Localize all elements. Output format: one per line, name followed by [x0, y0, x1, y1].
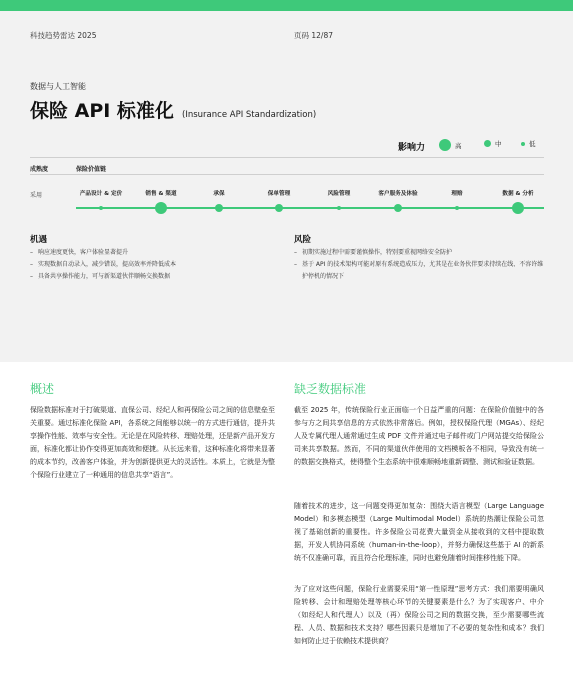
page-number: 页码 12/87	[294, 31, 333, 40]
impact-dot-low	[455, 206, 459, 210]
lack-paragraph-2: 随着技术的进步，这一问题变得更加复杂：围绕大语言模型（Large Language Model）和多模态模型（Large Multimodal Model）系统的热潮让保险公司忽视了基础创新的重要性。许多保险公司花费大量资金从接收到的文档中提取数据，开发人机协同系统（human-in-the-loop），并努力确保这些基于 AI 的新系统不仅准确可靠，而且符合伦理标准，同时也避免随着时间推移性能下降。	[294, 502, 544, 562]
legend-low-label: 低	[529, 140, 536, 148]
lack-standards-title: 缺乏数据标准	[294, 382, 367, 396]
low-impact-dot-icon	[521, 142, 525, 146]
impact-dot-medium	[275, 204, 283, 212]
lack-paragraph-3: 为了应对这些问题，保险行业需要采用“第一性原理”思考方式：我们需要明确风险转移、会计和理赔处理等核心环节的关键要素是什么？为了实现客户、中介（如经纪人和代理人）以及（再）保险公司之间的数据交换，至少需要哪些流程、人员、数据和技术支持？哪些因素只是增加了不必要的复杂性和成本？我们如何防止过于依赖技术提供商？	[294, 585, 544, 645]
impact-dot-medium	[215, 204, 223, 212]
title-main: 保险 API 标准化	[30, 100, 174, 122]
stage-label: 销售 & 渠道	[145, 191, 177, 197]
list-item: – 具备共享操作能力，可与新渠道伙伴顺畅交换数据	[30, 271, 280, 283]
list-item: – 响应速度更快，客户体验显著提升	[30, 247, 280, 259]
list-item: – 基于 API 的技术架构可能对原有系统造成压力，尤其是在业务伙伴要求持续在线、不容许维护停机的情况下	[294, 259, 549, 283]
legend-medium	[484, 139, 502, 148]
summary-panel	[0, 11, 573, 362]
impact-dot-medium	[394, 204, 402, 212]
impact-dot-high	[512, 202, 524, 214]
impact-dot-low	[99, 206, 103, 210]
adoption-row-label: 采用	[30, 192, 43, 199]
legend-high	[439, 139, 462, 151]
impact-legend-label: 影响力	[398, 143, 426, 153]
high-impact-dot-icon	[439, 139, 451, 151]
stage-label: 数据 & 分析	[502, 191, 534, 197]
legend-high-label: 高	[455, 141, 462, 150]
page-title	[30, 96, 316, 123]
lack-paragraph-1: 截至 2025 年，传统保险行业正面临一个日益严重的问题：在保险价值链中的各参与方之间共享信息的方式依然非常落后。例如，授权保险代理（MGAs）、经纪人及专属代理人通常通过生成 PDF 文件并通过电子邮件或门户网站提交给保险公司来共享数据。然而，不同的渠道伙伴使用的文档模板各不相同，导致没有统一的数据交换格式，使得整个生态系统中很难顺畅地重新调整、测试和验证数据。	[294, 406, 544, 466]
stage-label: 风险管理	[327, 191, 351, 197]
stage-label: 保单管理	[267, 191, 291, 197]
overview-title: 概述	[30, 382, 55, 396]
risks-list	[294, 247, 549, 283]
list-item: – 初期实施过程中需要谨慎操作，特别要重视网络安全防护	[294, 247, 549, 259]
overview-text: 保险数据标准对于打破渠道、直保公司、经纪人和再保险公司之间的信息壁垒至关重要。通过标准化保险 API，各系统之间能够以统一的方式进行通信，提升共享操作性能、效率与安全性。无论是在风险转移、理赔处理，还是新产品开发方面，标准化都让协作变得更加高效和便捷。从长远来看，这种标准化将带来显著的成本节约，改善客户体验，并为创新提供更大的灵活性。本质上，它就是为整个保险行业建立了一种通用的信息共享“语言”。	[30, 406, 275, 479]
list-item: – 实现数据自动录入，减少错误，提高效率并降低成本	[30, 259, 280, 271]
stage-label: 产品设计 & 定价	[79, 191, 123, 197]
maturity-header: 成熟度	[30, 166, 49, 173]
report-name: 科技趋势雷达 2025	[30, 31, 97, 40]
risks-title: 风险	[294, 235, 312, 245]
medium-impact-dot-icon	[484, 140, 491, 147]
impact-dot-low	[337, 206, 341, 210]
legend-medium-label: 中	[495, 140, 502, 148]
legend-low	[521, 139, 536, 148]
stage-label: 理赔	[451, 191, 463, 197]
stage-label: 承保	[213, 191, 225, 197]
top-accent-bar	[0, 0, 573, 11]
category-label: 数据与人工智能	[30, 82, 86, 91]
legend-divider	[30, 157, 544, 158]
title-sub: (Insurance API Standardization)	[182, 110, 317, 120]
value-chain-header: 保险价值链	[76, 166, 107, 173]
impact-dot-high	[155, 202, 167, 214]
chain-header-divider	[30, 174, 544, 175]
opportunities-title: 机遇	[30, 235, 48, 245]
opportunities-list	[30, 247, 280, 283]
stage-label: 客户服务及体验	[378, 191, 418, 197]
adoption-track	[76, 207, 544, 209]
